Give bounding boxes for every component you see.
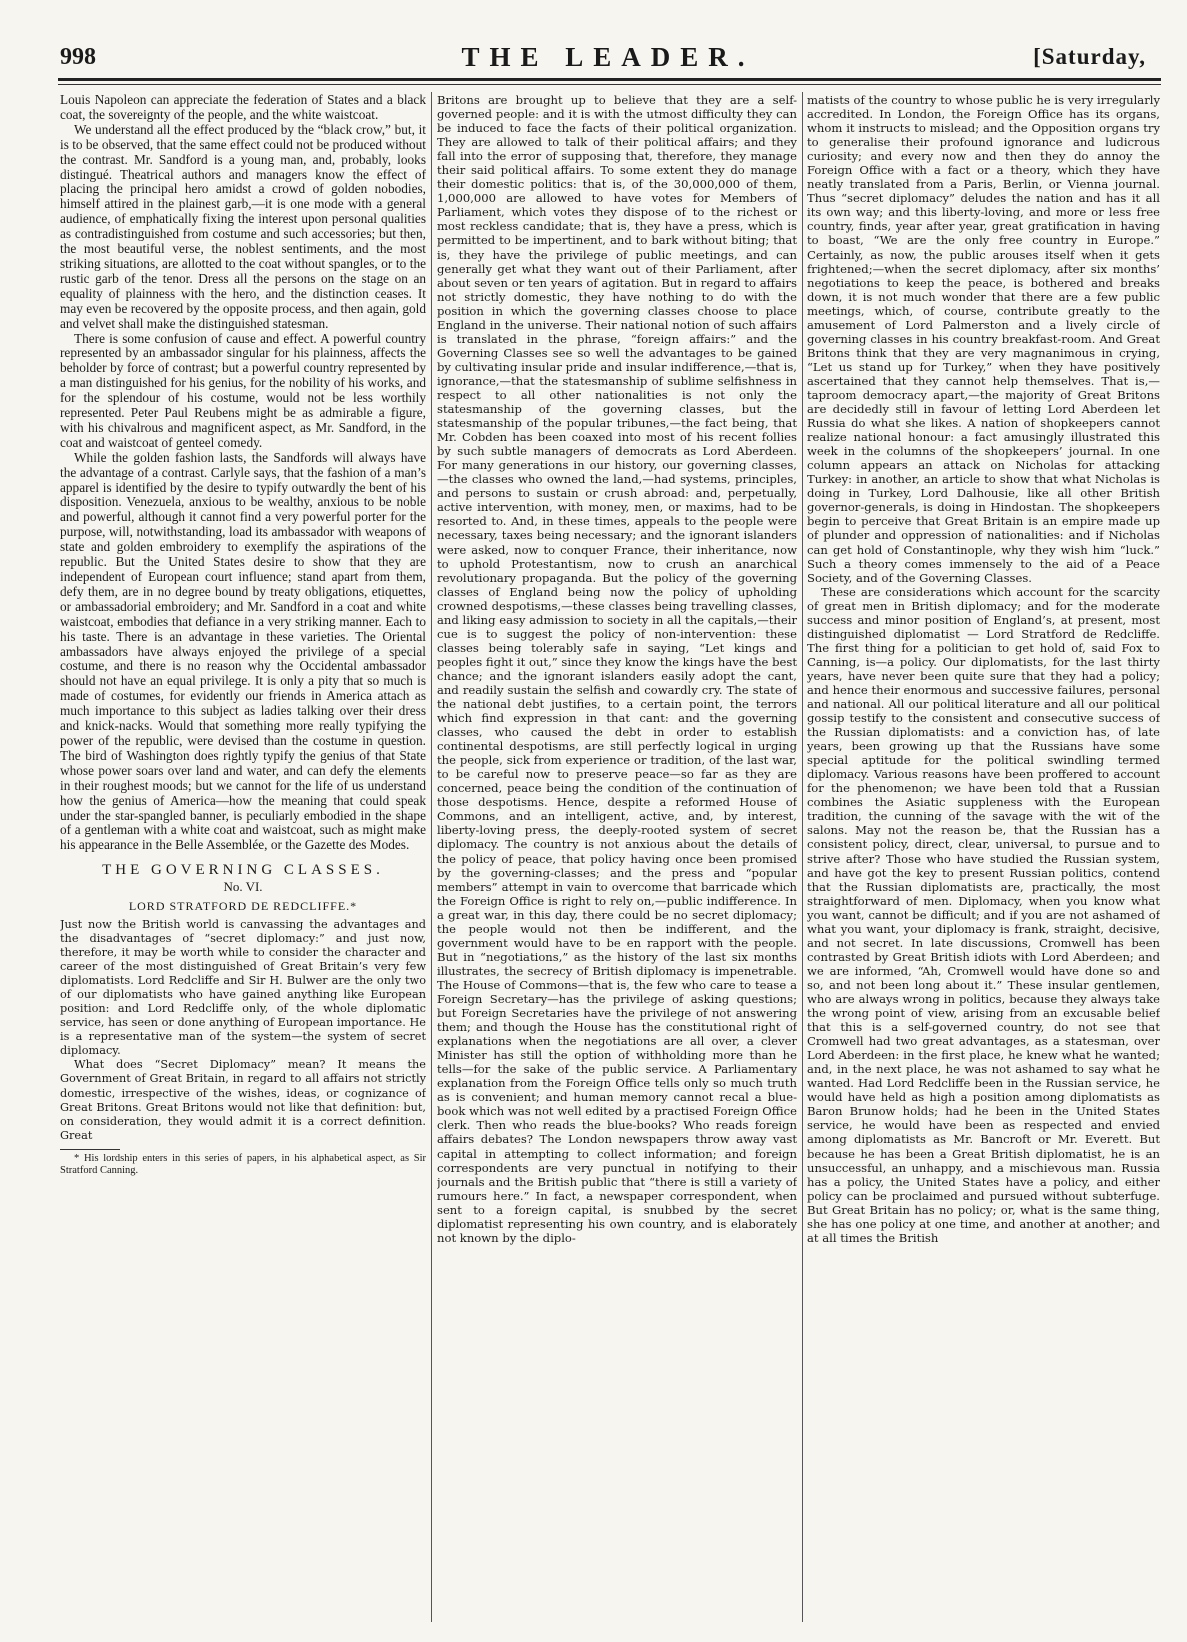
article-title: LORD STRATFORD DE REDCLIFFE.* (128, 899, 358, 914)
column-divider-2 (802, 92, 803, 1622)
footnote-rule (60, 1149, 120, 1150)
col1-paragraph: Louis Napoleon can appreciate the federation of States and a black coat, the sovereignty of the people, and the white waistcoat. (60, 93, 426, 122)
section-number: No. VI. (223, 879, 263, 895)
article-paragraph: Just now the British world is canvassing the advantages and the disadvantages of “secret diplomacy:” and just now, therefore, it may be worth while to consider the character and career of the most distinguished of Great Britain’s very few diplomatists. Lord Redcliffe and Sir H. Bulwer are the only two of our diplomatists who have gained anything like European position: and Lord Redcliffe only, of the whole diplomatic service, has seen or done anything of European importance. He is a representative man of the system—the system of secret diplomacy. (60, 917, 426, 1058)
column-divider-1 (431, 92, 432, 1622)
article-body (60, 918, 426, 1143)
column-1 (60, 93, 426, 1613)
page-number: 998 (60, 44, 96, 70)
footnote: * His lordship enters in this series of papers, in his alphabetical aspect, as Sir Stratford Canning. (60, 1152, 426, 1177)
masthead-rule-thin (58, 84, 1161, 85)
col1-paragraph: While the golden fashion lasts, the Sandfords will always have the advantage of a contrast. Carlyle says, that the fashion of a man’s apparel is identified by the desire to typify outwardly the bent of his disposition. Venezuela, anxious to be wealthy, anxious to be noble and powerful, although it cannot find a very powerful porter for the purpose, will, notwithstanding, load its ambassador with weapons of state and golden embroidery to exemplify the aspirations of the republic. But the United States desire to show that they are independent of European court influence; stand apart from them, defy them, are in no degree bound by treaty obligations, etiquettes, or ambassadorial embroidery; and Mr. Sandford in a coat and white waistcoat, embodies that defiance in a very striking manner. Each to his taste. There is an advantage in these varieties. The Oriental ambassadors have always enjoyed the privilege of a special costume, and there is no reason why the Occidental ambassador should not have an equal privilege. It is only a pity that so much is made of costumes, for evidently our friends in America attach as much importance to this subject as ladies talking over their dress and knick-nacks. Would that something more really typifying the power of the republic, were devised than the costume in question. The bird of Washington does rightly typify the genius of that State whose power soars over land and water, and can defy the elements in their roughest moods; but we cannot for the life of us understand how the genius of America—how the meaning that could speak under the star-spangled banner, is peculiarly embodied in the shape of a gentleman with a white coat and waistcoat, such as might make his appearance in the Belle Assemblée, or the Gazette des Modes. (60, 449, 426, 853)
masthead-rule-thick (58, 78, 1161, 81)
column-2 (437, 93, 797, 1623)
col1-paragraph: We understand all the effect produced by the “black crow,” but, it is to be observed, that the same effect could not be produced without the contrast. Mr. Sandford is a young man, and, probably, looks distingué. Theatrical authors and managers know the effect of placing the principal hero amidst a crowd of golden nobodies, himself attired in the plainest garb,—it is one mode with a general audience, of emphatically fixing the interest upon personal qualities as contradistinguished from costume and such accessories; but then, the most beautiful verse, the noblest sentiments, and the most striking situations, are allotted to the coat without spangles, or to the rustic garb of the tenor. Dress all the persons on the stage on an equality of plainness with the hero, and the distinction ceases. It may even be recovered by the opposite process, and then again, gold and velvet shall make the distinguished statesman. (60, 121, 426, 331)
section-title: THE GOVERNING CLASSES. (102, 862, 384, 879)
col3-paragraph: matists of the country to whose public he is very irregularly accredited. In London, the Foreign Office has its organs, whom it instructs to mislead; and the Opposition organs try to generalise their profound ignorance and ludicrous curiosity; and every now and then they do annoy the Foreign Office with a fact or a theory, which they have neatly translated from a Paris, Berlin, or Vienna journal. Thus “secret diplomacy” deludes the nation and has it all its own way; and this liberty-loving, and more or less free country, finds, year after year, great gratification in having to boast, “We are the only free country in Europe.” Certainly, as now, the public arouses itself when it gets frightened;—when the secret diplomacy, after six months’ negotiations to keep the peace, is bothered and breaks down, it is not much wonder that there are a few public meetings, which, of course, contribute greatly to the amusement of Lord Palmerston and a lively circle of governing classes in his country breakfast-room. And Great Britons think that they are very magnanimous in crying, “Let us stand up for Turkey,” when they have positively ascertained that they cannot help themselves. That is,—taproom democracy apart,—the majority of Great Britons are decidedly still in favour of letting Lord Aberdeen let Russia do what she likes. A nation of shopkeepers cannot realize national honour: a fact amusingly illustrated this week in the columns of the shopkeepers’ journal. In one column appears an attack on Nicholas for attacking Turkey: in another, an article to show that what Nicholas is doing in Turkey, Lord Dalhousie, like all other British governor-generals, is doing in Hindostan. The shopkeepers begin to perceive that Great Britain is an empire made up of plunder and oppression of nationalities: and if Nicholas can get hold of Constantinople, why they wish him “luck.” Such a theory comes immensely to the aid of a Peace Society, and of the Governing Classes. (807, 93, 1160, 585)
article-paragraph: What does “Secret Diplomacy” mean? It means the Government of Great Britain, in regard to all affairs not strictly domestic, irrespective of the wishes, ideas, or cognizance of Great Britons. Great Britons would not like that definition: but, on consideration, they would admit it is a correct definition. Great (60, 1058, 426, 1142)
newspaper-title: THE LEADER. (461, 42, 755, 72)
column-3 (807, 93, 1160, 1623)
col3-paragraph: These are considerations which account for the scarcity of great men in British diplomacy; and for the moderate success and minor position of England’s, at present, most distinguished diplomatist — Lord Stratford de Redcliffe. The first thing for a politician to get hold of, said Fox to Canning, is—a policy. Our diplomatists, for the last thirty years, have never been quite sure that they had a policy; and hence their enormous and successive failures, personal and national. All our political literature and all our political gossip testify to the consistent and consecutive success of the Russian diplomatists: and a conviction has, of late years, been growing up that the Russians have some special aptitude for the political swindling termed diplomacy. Various reasons have been proffered to account for the phenomenon; we have been told that a Russian combines the Asiatic suppleness with the European tradition, the cunning of the savage with the wit of the salons. May not the reason be, that the Russian has a consistent policy, direct, clear, universal, to pursue and to strive after? Those who have studied the Russian system, and have got the key to present Russian politics, contend that the Russian diplomatists are, practically, the most straightforward of men. Diplomacy, when you know what you want, cannot be difficult; and if you are not ashamed of what you want, your diplomacy is frank, straight, decisive, and not secret. In late discussions, Cromwell has been contrasted by Great British idiots with Lord Aberdeen; and we are informed, “Ah, Cromwell would have done so and so, and not been long about it.” These insular gentlemen, who are always wrong in politics, because they always take the wrong point of view, arising from an excusable belief that this is a self-governed country, do not see that Cromwell had two great advantages, as a statesman, over Lord Aberdeen: in the first place, he knew what he wanted; and, in the next place, he was not ashamed to say what he wanted. Had Lord Redcliffe been in the Russian service, he would have held as high a position among diplomatists as Baron Brunow holds; had he been in the United States service, he would have been as respected and envied among diplomatists as Mr. Bancroft or Mr. Everett. But because he has been a Great British diplomatist, he is an unsuccessful, an unhappy, and a mischievous man. Russia has a policy, the United States have a policy, and either policy can be proclaimed and pursued without subterfuge. But Great Britain has no policy; or, what is the same thing, she has one policy at one time, and another at another; and at all times the British (807, 584, 1160, 1245)
issue-day: [Saturday, (1033, 44, 1146, 69)
masthead (58, 40, 1158, 76)
col1-paragraph: There is some confusion of cause and effect. A powerful country represented by an ambassador singular for his plainness, affects the beholder by force of contrast; but a powerful country represented by a man distinguished for his genius, for the nobility of his works, and for the splendour of his costume, would not be less worthily represented. Peter Paul Reubens might be as admirable a figure, with his chivalrous and magnificent aspect, as Mr. Sandford, in the coat and waistcoat of genteel comedy. (60, 330, 426, 450)
col2-paragraph: Britons are brought up to believe that they are a self-governed people: and it is with the utmost difficulty they can be induced to face the facts of their political organization. They are allowed to talk of their political affairs; and they fall into the error of supposing that, therefore, they manage their said political affairs. To some extent they do manage their domestic politics: that is, of the 30,000,000 of them, 1,000,000 are allowed to have votes for Members of Parliament, which votes they dispose of to the richest or most reckless candidate; that is, they have a press, which is permitted to be impertinent, and to bark without biting; that is, they have the privilege of public meetings, and can generally get what they want out of their Parliament, after about seven or ten years of agitation. But in regard to affairs not strictly domestic, they have nothing to do with the position in which the governing classes choose to place England in the universe. Their national notion of such affairs is translated in the phrase, “foreign affairs:” and the Governing Classes see so well the advantages to be gained by cultivating insular pride and insular indifference,—that is, ignorance,—that the statesmanship of sublime selfishness in respect to all other nationalities is not only the statesmanship of the governing classes, but the statesmanship of the popular tribunes,—the fact being, that Mr. Cobden has been coaxed into most of his recent follies by such subtle managers of democrats as Lord Aberdeen. For many generations in our history, our governing classes,—the classes who owned the land,—had systems, principles, and persons to sustain or crush abroad: and, perpetually, active intervention, with money, men, or maxims, had to be resorted to. And, in these times, appeals to the people were necessary, taxes being necessary; and the ignorant islanders were asked, now to conquer France, their inheritance, now to uphold Protestantism, now to crush an anarchical revolutionary propaganda. But the policy of the governing classes of England being now the policy of upholding crowned despotisms,—these classes being travelling classes, and liking easy admission to society in all the capitals,—their cue is to suggest the policy of non-intervention: these classes being tolerably safe in saying, “Let kings and peoples fight it out,” since they know the kings have the best chance; and the ignorant islanders easily adopt the cant, and readily sustain the selfish and cowardly cry. The state of the national debt justifies, to a certain point, the terrors which find expression in that cant: and the governing classes, who caused the debt in order to establish continental despotisms, are still perfectly logical in urging the people, sick from experience or tradition, of the last war, to be careful now to preserve peace—so far as they are concerned, peace being the condition of the continuation of those despotisms. Hence, despite a reformed House of Commons, and an intelligent, active, and, by interest, liberty-loving press, the deeply-rooted system of secret diplomacy. The country is not anxious about the details of the policy of peace, that policy having once been promised by the governing-classes; and the press and “popular members” attempt in vain to overcome that barricade which the Foreign Office is right to rely on,—public indifference. In a great war, in this day, there could be no secret diplomacy; the people would not then be indifferent, and the government would have to be en rapport with the people. But in “negotiations,” as the history of the last six months illustrates, the secrecy of British diplomacy is impenetrable. The House of Commons—that is, the few who care to tease a Foreign Secretary—has the privilege of asking questions; but Foreign Secretaries have the privilege of not answering them; and though the House has the constitutional right of explanations when the negotiations are all over, a clever Minister has still the option of withholding more than he tells—for the sake of the public service. A Parliamentary explanation from the Foreign Office tells only so much truth as is convenient; and human memory cannot recal a blue-book which was not well edited by a practised Foreign Office clerk. Then who reads the blue-books? Who reads foreign affairs debates? The London newspapers throw away vast capital in attempting to collect information; and foreign correspondents are very punctual in notifying to their journals and the British public that “there is still a variety of rumours here.” In fact, a newspaper correspondent, when sent to a foreign capital, is snubbed by the secret diplomatist representing his own country, and is elaborately not known by the diplo- (437, 93, 797, 1245)
